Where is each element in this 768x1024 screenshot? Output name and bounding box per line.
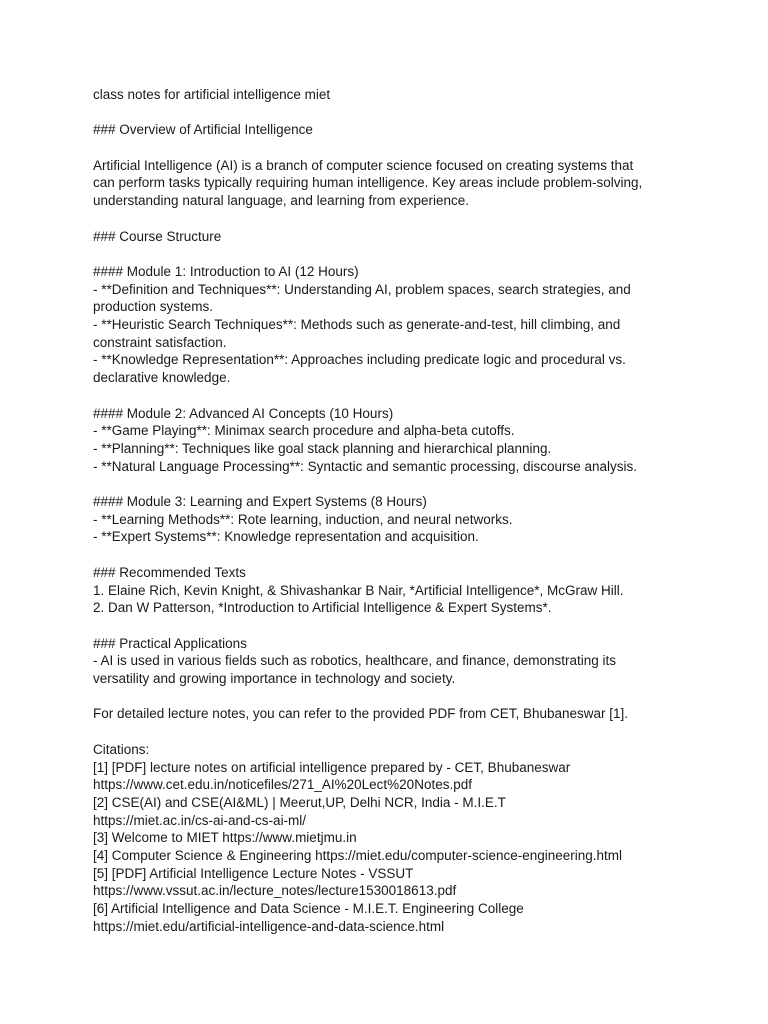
paragraph-line: For detailed lecture notes, you can refer to the provided PDF from CET, Bhubaneswar [1]. [93,706,629,722]
section-heading-recommended-texts: ### Recommended Texts [93,564,246,580]
citation-item: [6] Artificial Intelligence and Data Science - M.I.E.T. Engineering College [93,901,524,917]
paragraph-line: can perform tasks typically requiring human intelligence. Key areas include problem-solving, [93,175,643,191]
list-item: - **Learning Methods**: Rote learning, induction, and neural networks. [93,511,513,527]
citation-url: https://miet.edu/artificial-intelligence-and-data-science.html [93,918,445,934]
paragraph-line: Artificial Intelligence (AI) is a branch of computer science focused on creating systems that [93,157,634,173]
section-heading-practical-applications: ### Practical Applications [93,635,247,651]
citation-url: https://www.vssut.ac.in/lecture_notes/lecture1530018613.pdf [93,883,457,899]
blank-line [93,210,733,228]
blank-line [93,475,733,493]
list-item: - **Game Playing**: Minimax search procedure and alpha-beta cutoffs. [93,423,515,439]
reference-item: 1. Elaine Rich, Kevin Knight, & Shivashankar B Nair, *Artificial Intelligence*, McGraw Hill. [93,582,624,598]
section-heading-overview: ### Overview of Artificial Intelligence [93,122,313,138]
citation-item: [5] [PDF] Artificial Intelligence Lecture Notes - VSSUT [93,865,414,881]
citations-heading: Citations: [93,741,150,757]
section-heading-course-structure: ### Course Structure [93,228,222,244]
citation-url: https://miet.ac.in/cs-ai-and-cs-ai-ml/ [93,812,307,828]
module-2-heading: #### Module 2: Advanced AI Concepts (10 Hours) [93,405,394,421]
blank-line [93,245,733,263]
reference-item: 2. Dan W Patterson, *Introduction to Artificial Intelligence & Expert Systems*. [93,600,552,616]
blank-line [93,546,733,564]
list-item: - **Natural Language Processing**: Syntactic and semantic processing, discourse analysis. [93,458,638,474]
citation-item: [2] CSE(AI) and CSE(AI&ML) | Meerut,UP, Delhi NCR, India - M.I.E.T [93,794,506,810]
list-item: - **Planning**: Techniques like goal stack planning and hierarchical planning. [93,440,552,456]
blank-line [93,104,733,122]
citation-item: [3] Welcome to MIET https://www.mietjmu.in [93,830,357,846]
citation-item: [4] Computer Science & Engineering https://miet.edu/computer-science-engineering.html [93,848,623,864]
list-item: - **Definition and Techniques**: Understanding AI, problem spaces, search strategies, and [93,281,631,297]
list-item: - **Knowledge Representation**: Approaches including predicate logic and procedural vs. [93,352,626,368]
module-3-heading: #### Module 3: Learning and Expert Systems (8 Hours) [93,494,427,510]
blank-line [93,617,733,635]
citation-item: [1] [PDF] lecture notes on artificial intelligence prepared by - CET, Bhubaneswar [93,759,571,775]
document-title: class notes for artificial intelligence miet [93,87,331,102]
document-body [93,86,733,936]
list-item: - **Expert Systems**: Knowledge representation and acquisition. [93,529,479,545]
module-1-heading: #### Module 1: Introduction to AI (12 Hours) [93,263,359,279]
list-item: - **Heuristic Search Techniques**: Methods such as generate-and-test, hill climbing, and [93,317,621,333]
list-item: - AI is used in various fields such as robotics, healthcare, and finance, demonstrating its [93,653,617,669]
list-item-continuation: declarative knowledge. [93,370,231,386]
list-item-continuation: versatility and growing importance in technology and society. [93,671,456,687]
blank-line [93,387,733,405]
paragraph-line: understanding natural language, and learning from experience. [93,193,470,209]
blank-line [93,723,733,741]
blank-line [93,139,733,157]
blank-line [93,688,733,706]
list-item-continuation: production systems. [93,299,214,315]
citation-url: https://www.cet.edu.in/noticefiles/271_AI%20Lect%20Notes.pdf [93,777,472,793]
list-item-continuation: constraint satisfaction. [93,334,227,350]
